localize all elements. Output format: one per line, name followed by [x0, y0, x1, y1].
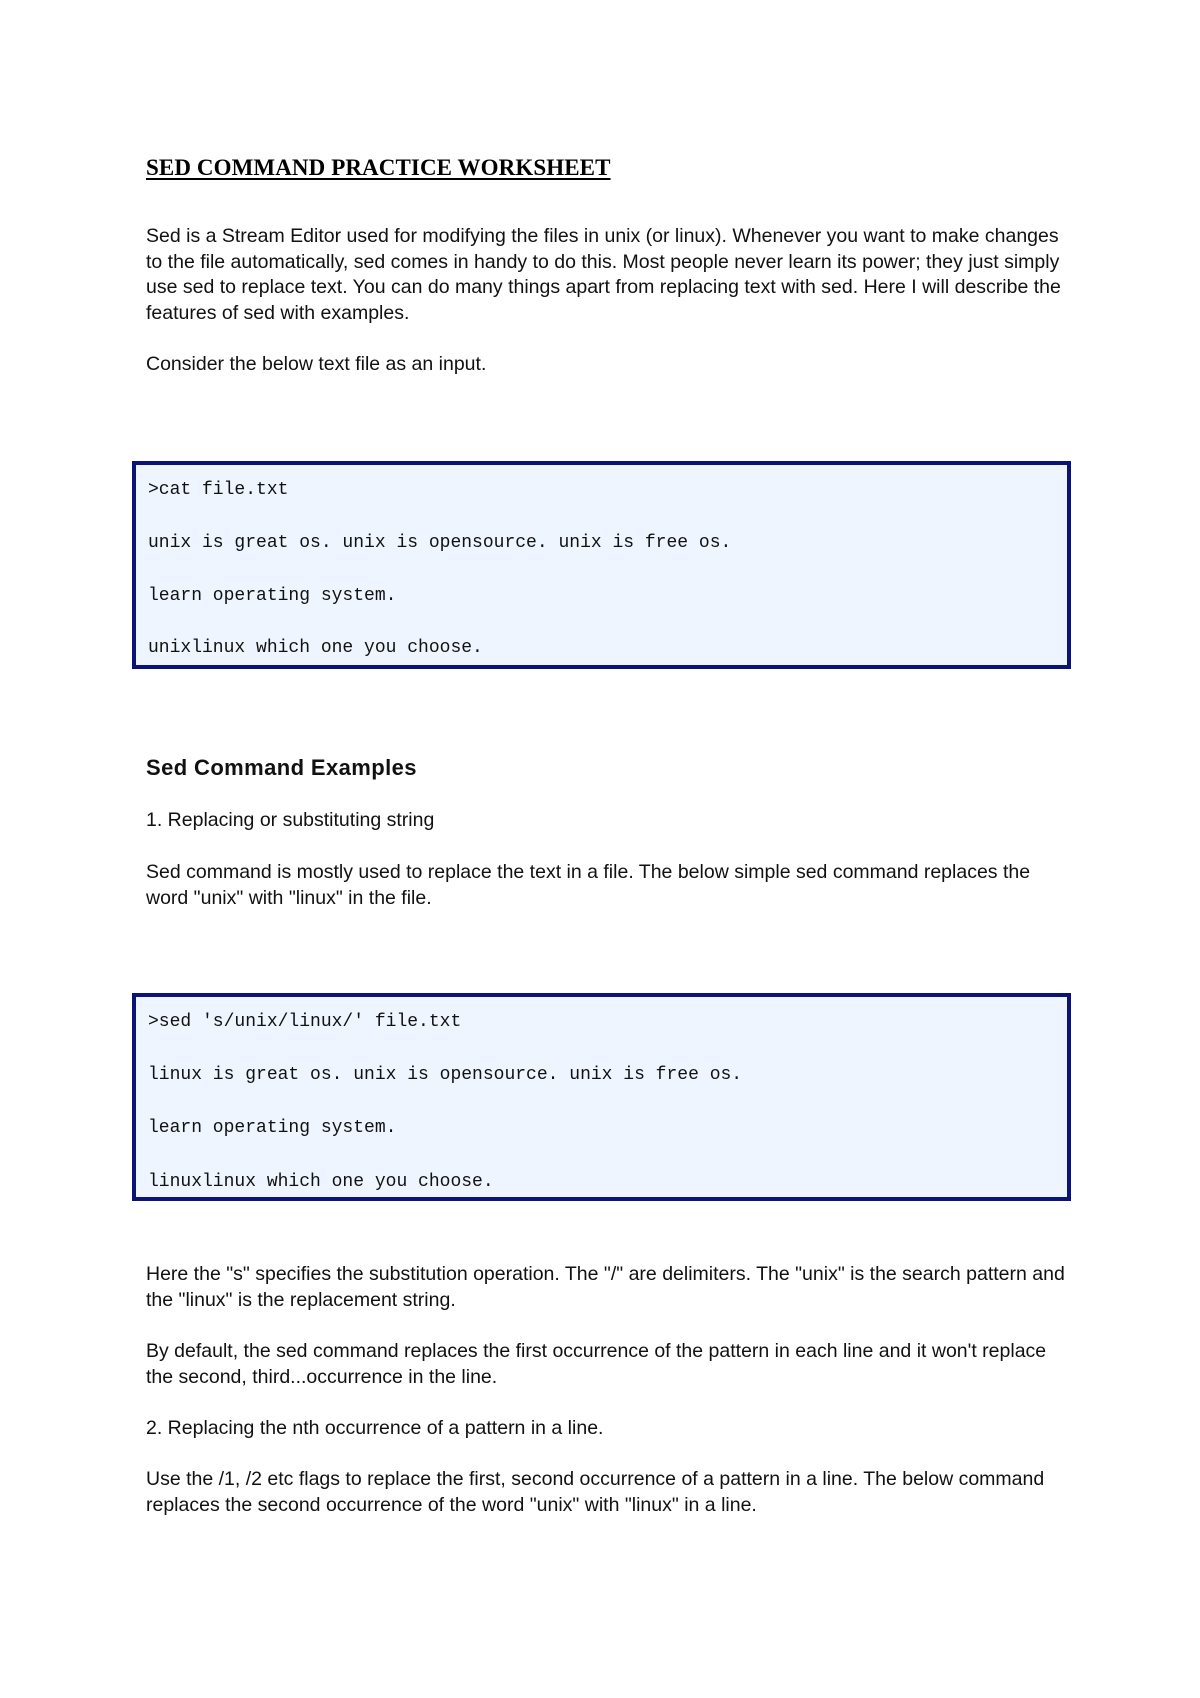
item-1-text: Replacing or substituting string [162, 809, 435, 831]
section-heading: Sed Command Examples [146, 755, 417, 780]
code-line: linuxlinux which one you choose. [148, 1172, 494, 1192]
explanation-paragraph-2: By default, the sed command replaces the first occurrence of the pattern in each line and it won't replace the second, third...occurrence in the line. [146, 1340, 1047, 1388]
code-block-cat [132, 461, 1071, 669]
worksheet-title: SED COMMAND PRACTICE WORKSHEET [146, 155, 611, 180]
item-1-number: 1. [146, 809, 163, 831]
consider-paragraph: Consider the below text file as an input. [146, 353, 487, 375]
item-2-number: 2. [146, 1417, 163, 1439]
code-line: learn operating system. [148, 586, 397, 606]
code-line: >sed 's/unix/linux/' file.txt [148, 1012, 462, 1032]
code-line: unixlinux which one you choose. [148, 638, 483, 658]
item-2-text: Replacing the nth occurrence of a pattern in a line. [162, 1417, 604, 1439]
code-block-sed [132, 993, 1071, 1201]
item-2-description: Use the /1, /2 etc flags to replace the first, second occurrence of a pattern in a line. The below command replaces the second occurrence of the word "unix" with "linux" in a line. [146, 1468, 1045, 1516]
code-line: >cat file.txt [148, 480, 289, 500]
intro-paragraph: Sed is a Stream Editor used for modifying the files in unix (or linux). Whenever you want to make changes to the file automatically, sed comes in handy to do this. Most people never learn its power; they just simply use sed to replace text. You can do many things apart from replacing text with sed. Here I will describe the features of sed with examples. [146, 225, 1061, 324]
item-1-description: Sed command is mostly used to replace the text in a file. The below simple sed command replaces the word "unix" with "linux" in the file. [146, 861, 1031, 909]
item-2-heading [146, 1416, 1066, 1442]
code-line: linux is great os. unix is opensource. unix is free os. [148, 1065, 743, 1085]
explanation-paragraph-1: Here the "s" specifies the substitution operation. The "/" are delimiters. The "unix" is the search pattern and the "linux" is the replacement string. [146, 1263, 1065, 1311]
item-1-heading [146, 808, 1066, 834]
code-line: learn operating system. [148, 1118, 397, 1138]
code-line: unix is great os. unix is opensource. unix is free os. [148, 533, 732, 553]
